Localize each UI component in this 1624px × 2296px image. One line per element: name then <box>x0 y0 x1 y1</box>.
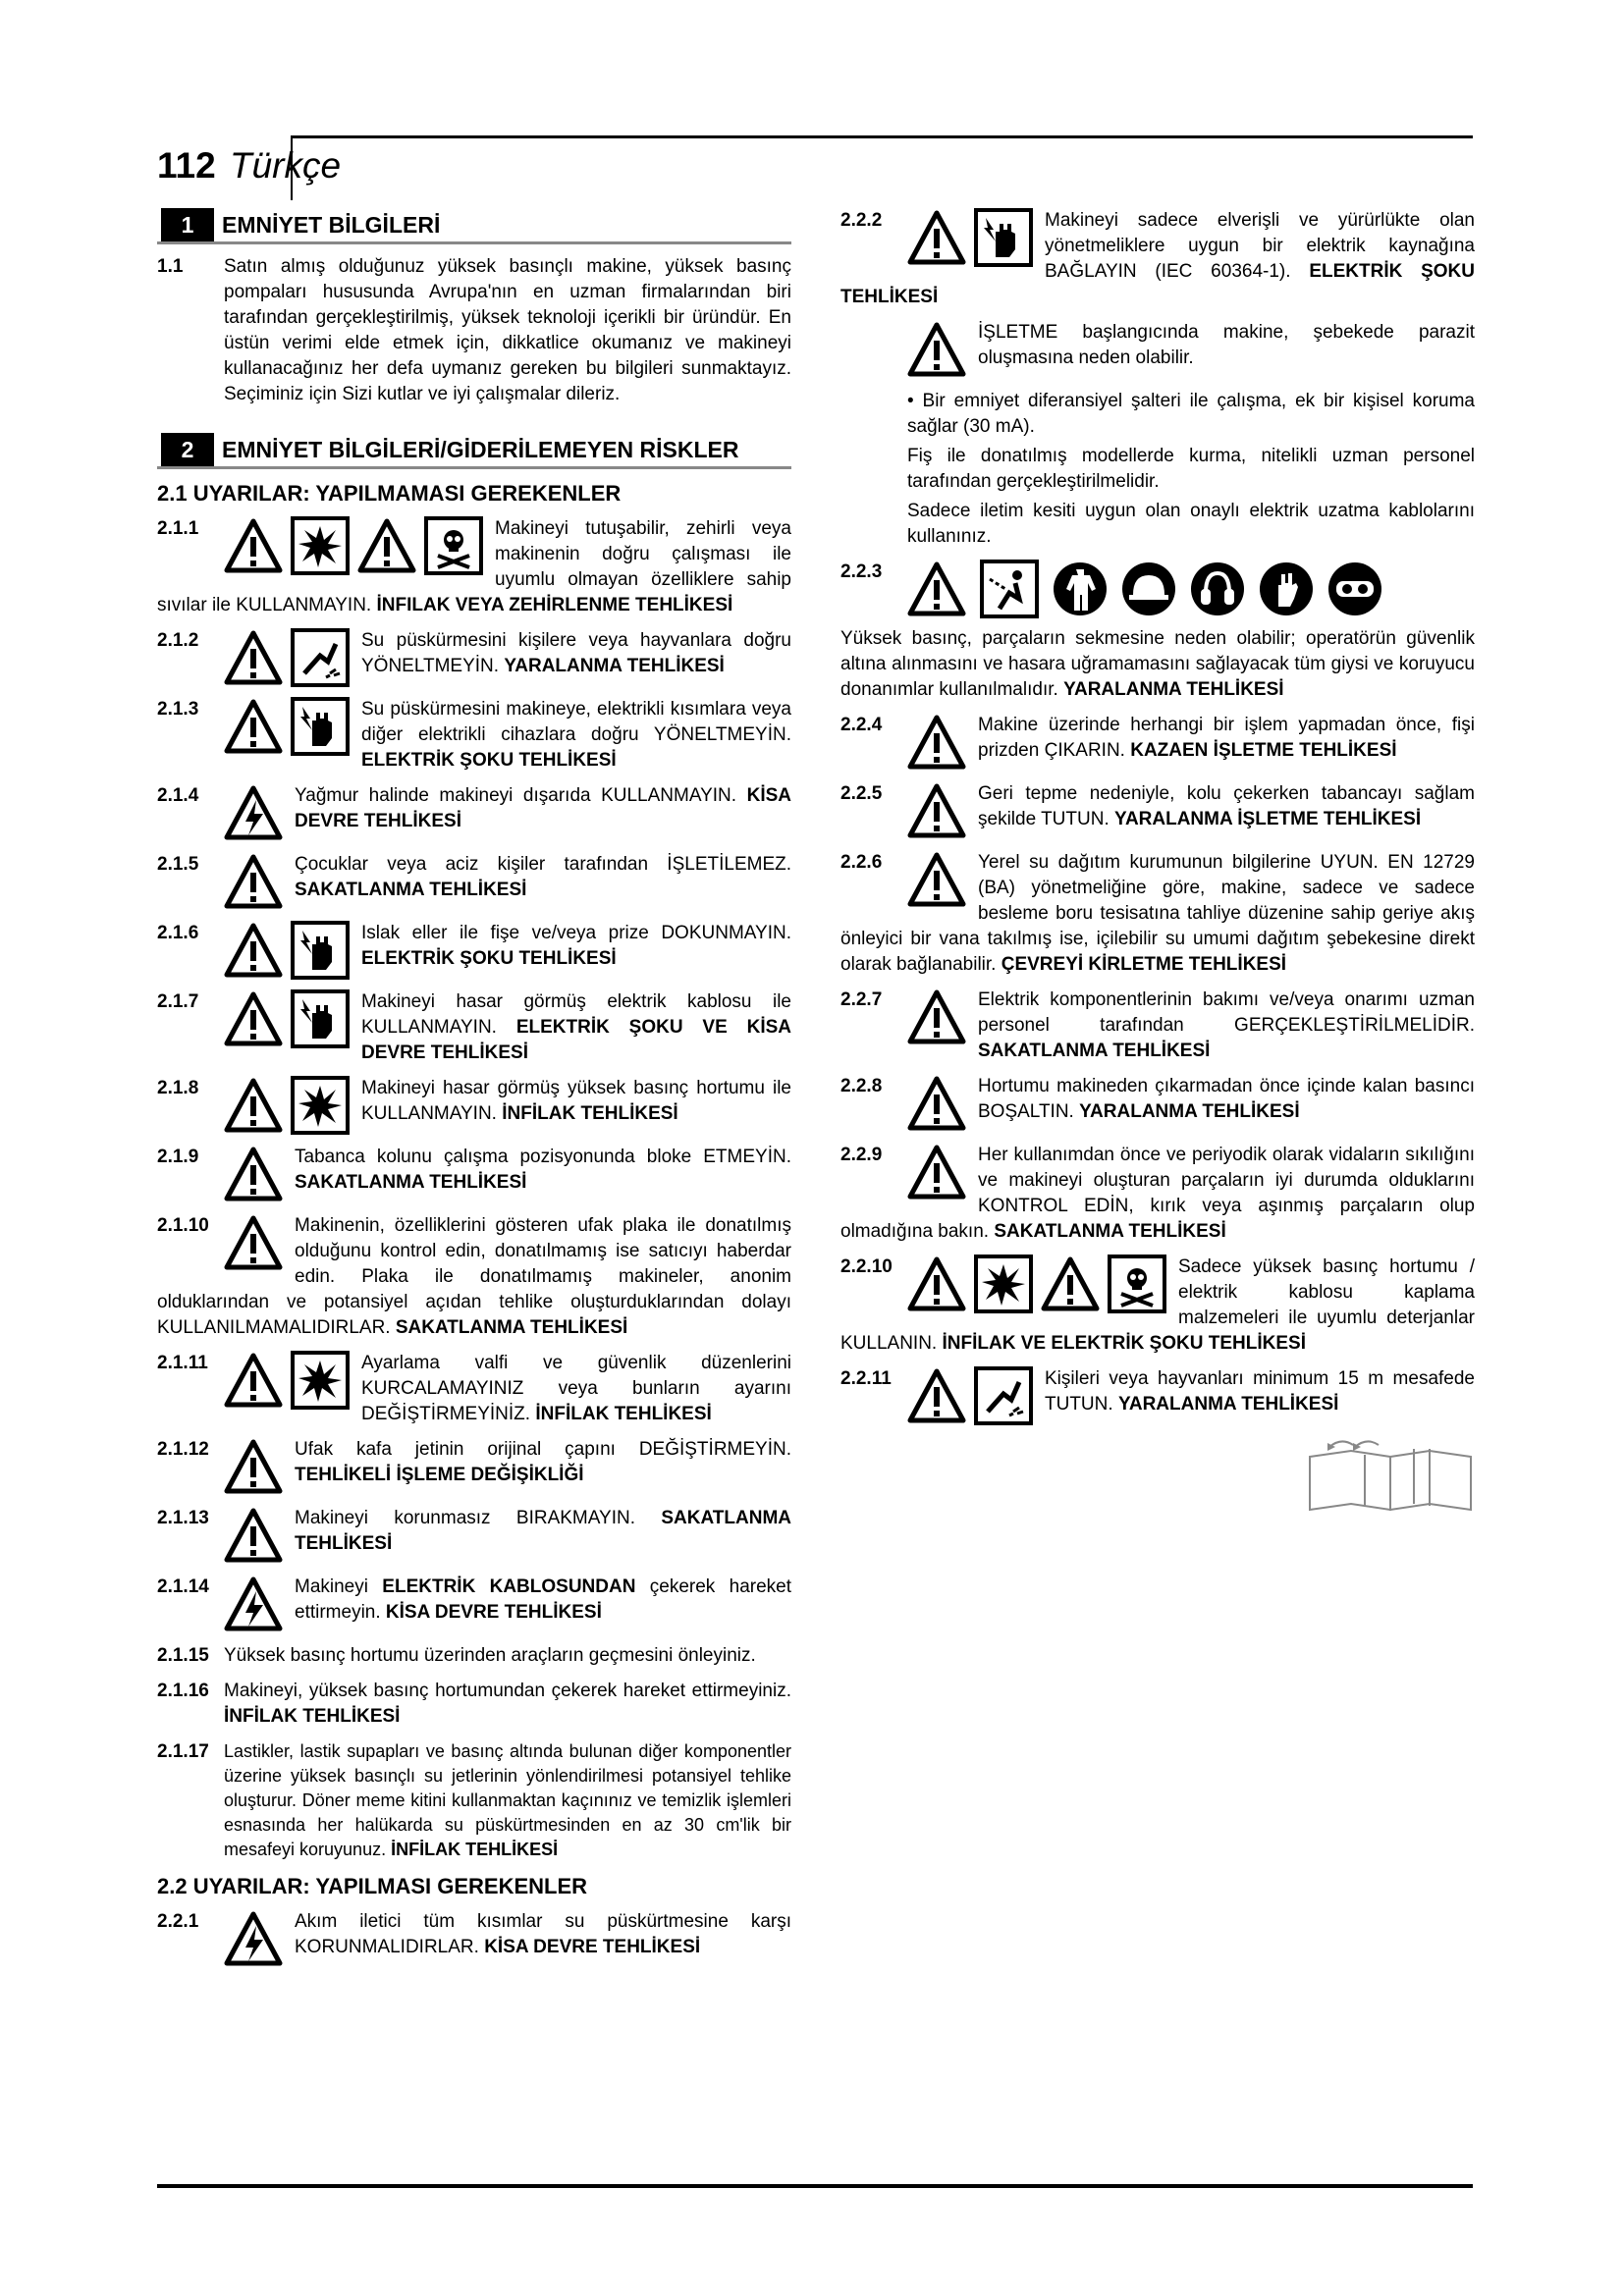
item-number: 2.2.10 <box>840 1256 893 1277</box>
icon-group <box>224 1575 283 1633</box>
note-extension <box>840 499 1475 550</box>
item-number: 2.1.11 <box>157 1353 208 1373</box>
item-text: Elektrik komponentlerinin bakımı ve/veya onarımı uzman personel tarafından GERÇEKLEŞTİRİLMELİDİR. <box>978 989 1475 1036</box>
page-number: 112 <box>157 145 216 186</box>
electric-hand-icon <box>291 989 350 1048</box>
item-number: 2.1.5 <box>157 854 199 875</box>
item-2-1-12 <box>157 1437 791 1496</box>
section-1-number: 1 <box>161 208 214 241</box>
hazard-label: SAKATLANMA TEHLİKESİ <box>295 1172 527 1193</box>
hazard-label: SAKATLANMA TEHLİKESİ <box>295 880 527 900</box>
item-text: Sadece yüksek basınç hortumu / elektrik kablosu kaplama malzemeleri ile uyumlu deterjanlar KULLANIN. <box>840 1256 1475 1354</box>
left-column <box>157 208 791 1978</box>
goggles-icon <box>1327 561 1382 616</box>
spray-person-icon <box>974 1366 1033 1425</box>
item-text: Her kullanımdan önce ve periyodik olarak vidaların sıkılığını ve makineyi oluşturan parçaların iyi durumda olduklarını KONTROL EDİN, kırık veya aşınmış parçaların olup olmadığına bakın. <box>840 1145 1475 1242</box>
note-differential <box>840 389 1475 440</box>
subheading-2-2: 2.2 UYARILAR: YAPILMASI GEREKENLER <box>157 1874 588 1898</box>
warning-triangle-icon <box>907 1144 966 1201</box>
item-text: Tabanca kolunu çalışma pozisyonunda bloke ETMEYİN. <box>295 1147 791 1167</box>
warning-triangle-icon <box>907 1255 966 1312</box>
footer-rule <box>157 2184 1473 2188</box>
header-rule <box>291 135 1473 138</box>
icon-group <box>907 850 966 909</box>
item-2-1-8 <box>157 1076 791 1135</box>
item-number: 2.1.9 <box>157 1147 199 1167</box>
hazard-label: YARALANMA TEHLİKESİ <box>1063 679 1284 700</box>
icon-group <box>907 1143 966 1201</box>
warning-triangle-icon <box>224 1146 283 1202</box>
ear-protection-icon <box>1190 561 1245 616</box>
item-text: Lastikler, lastik supapları ve basınç altında bulunan diğer komponentler üzerine yüksek basınçlı su jetlerinin yönlendirilmesi potansiyel tehlike oluşturur. Döner meme kitini kullanmaktan kaçınınız ve temizlik işlemleri esnasında her halükarda su püskürtmesinden en az 30 cm'lik bir mesafeyi koruyunuz. <box>224 1741 791 1859</box>
open-book-icon <box>1306 1435 1475 1514</box>
item-2-2-8 <box>840 1074 1475 1133</box>
warning-triangle-icon <box>907 561 966 617</box>
item-number: 2.1.4 <box>157 785 199 806</box>
item-number: 2.1.17 <box>157 1741 209 1762</box>
icon-group <box>224 516 483 575</box>
section-2-title <box>157 433 791 469</box>
icon-group <box>224 1351 350 1410</box>
item-2-1-3 <box>157 697 791 774</box>
warning-triangle-icon <box>907 714 966 771</box>
item-text: Ufak kafa jetinin orijinal çapını DEĞİŞTİRMEYİN. <box>295 1439 791 1460</box>
item-number: 1.1 <box>157 256 184 277</box>
electric-warning-icon <box>224 784 283 841</box>
hazard-label: İNFİLAK VE ELEKTRİK ŞOKU TEHLİKESİ <box>942 1333 1307 1354</box>
item-text: Su püskürmesini kişilere veya hayvanlara doğru YÖNELTMEYİN. <box>361 630 791 676</box>
hazard-label: ELEKTRİK ŞOKU TEHLİKESİ <box>361 948 617 969</box>
warning-triangle-icon <box>907 988 966 1045</box>
electric-warning-icon <box>224 1910 283 1967</box>
item-text: Ayarlama valfi ve güvenlik düzenlerini KURCALAMAYINIZ veya bunların ayarını DEĞİŞTİRMEYİNİZ. <box>361 1353 791 1424</box>
item-2-1-4 <box>157 783 791 842</box>
icon-group <box>224 1506 283 1565</box>
electric-hand-icon <box>291 697 350 756</box>
icon-group <box>224 697 350 756</box>
item-2-1-10 <box>157 1213 791 1341</box>
warning-triangle-icon <box>224 698 283 755</box>
hazard-label: SAKATLANMA TEHLİKESİ <box>978 1041 1211 1061</box>
icon-group <box>907 713 966 772</box>
item-number: 2.1.12 <box>157 1439 209 1460</box>
subheading-2-1: 2.1 UYARILAR: YAPILMAMASI GEREKENLER <box>157 481 622 506</box>
hazard-label: ELEKTRİK ŞOKU TEHLİKESİ <box>840 261 1475 307</box>
icon-group <box>907 988 966 1046</box>
item-2-1-1 <box>157 516 791 618</box>
item-1-1 <box>157 254 791 407</box>
icon-group <box>907 208 1033 267</box>
warning-triangle-icon <box>907 1367 966 1424</box>
item-text: Makineyi hasar görmüş elektrik kablosu ile KULLANMAYIN. <box>361 991 791 1038</box>
item-2-1-14 <box>157 1575 791 1633</box>
page-language: Türkçe <box>230 145 342 186</box>
item-number: 2.2.5 <box>840 783 883 804</box>
hazard-label: SAKATLANMA TEHLİKESİ <box>994 1221 1226 1242</box>
item-text: çekerek hareket ettirmeyin. <box>295 1576 791 1623</box>
item-number: 2.2.11 <box>840 1368 892 1389</box>
item-text: Makineyi sadece elverişli ve yürürlükte olan yönetmeliklere uygun bir elektrik kaynağına BAĞLAYIN (IEC 60364-1). <box>1045 210 1475 282</box>
item-2-2-6 <box>840 850 1475 978</box>
section-2-number: 2 <box>161 433 214 466</box>
icon-group <box>907 1074 966 1133</box>
item-text: Su püskürmesini makineye, elektrikli kısımlara veya diğer elektrikli cihazlara doğru YÖNELTMEYİN. <box>361 699 791 745</box>
warning-triangle-icon <box>224 517 283 574</box>
spray-person-icon <box>291 628 350 687</box>
item-number: 2.2.9 <box>840 1145 883 1165</box>
item-2-2-9 <box>840 1143 1475 1245</box>
item-2-2-2 <box>840 208 1475 310</box>
warning-triangle-icon <box>907 782 966 839</box>
hazard-label: YARALANMA İŞLETME TEHLİKESİ <box>1114 809 1422 829</box>
item-number: 2.1.6 <box>157 923 199 943</box>
icon-group <box>224 921 350 980</box>
item-text: Makineyi, yüksek basınç hortumundan çekerek hareket ettirmeyiniz. <box>224 1681 791 1701</box>
icon-group <box>224 1909 283 1968</box>
item-number: 2.1.10 <box>157 1215 209 1236</box>
item-2-2-4 <box>840 713 1475 772</box>
item-2-1-13 <box>157 1506 791 1565</box>
warning-triangle-icon <box>224 1077 283 1134</box>
item-number: 2.1.2 <box>157 630 199 651</box>
icon-group <box>907 781 966 840</box>
item-text: Yüksek basınç, parçaların sekmesine neden olabilir; operatörün güvenlik altına alınmasını ve hasara uğramamasını sağlayacak tüm giysi ve koruyucu donanımlar kullanılmalıdır. <box>840 628 1475 700</box>
item-2-2-11 <box>840 1366 1475 1425</box>
icon-group <box>907 1255 1166 1313</box>
item-number: 2.2.2 <box>840 210 883 231</box>
hazard-label: İNFİLAK TEHLİKESİ <box>535 1404 712 1424</box>
item-2-1-2 <box>157 628 791 687</box>
item-text: Yüksek basınç hortumu üzerinden araçların geçmesini önleyiniz. <box>224 1645 756 1666</box>
icon-group <box>224 852 283 911</box>
hazard-label: TEHLİKELİ İŞLEME DEĞİŞİKLİĞİ <box>295 1465 584 1485</box>
warning-triangle-icon <box>224 1438 283 1495</box>
item-number: 2.1.1 <box>157 518 199 539</box>
item-text: Fiş ile donatılmış modellerde kurma, nitelikli uzman personel tarafından gerçekleştirilmelidir. <box>907 446 1475 492</box>
item-number: 2.2.8 <box>840 1076 883 1096</box>
hazard-label: YARALANMA TEHLİKESİ <box>504 656 725 676</box>
note-plug-install <box>840 444 1475 495</box>
warning-triangle-icon <box>907 321 966 378</box>
warning-triangle-icon <box>224 1214 283 1271</box>
warning-triangle-icon <box>224 990 283 1047</box>
ricochet-icon <box>980 560 1039 618</box>
icon-group <box>224 628 350 687</box>
icon-group <box>907 1366 1033 1425</box>
item-text: Sadece iletim kesiti uygun olan onaylı elektrik uzatma kablolarını kullanınız. <box>907 501 1475 547</box>
item-number: 2.2.6 <box>840 852 883 873</box>
item-2-1-6 <box>157 921 791 980</box>
item-text: Geri tepme nedeniyle, kolu çekerken tabancayı sağlam şekilde TUTUN. <box>978 783 1475 829</box>
item-number: 2.2.1 <box>157 1911 199 1932</box>
item-number: 2.1.8 <box>157 1078 199 1098</box>
hazard-label: İNFİLAK TEHLİKESİ <box>502 1103 678 1124</box>
icon-group <box>224 1213 283 1272</box>
warning-triangle-icon <box>224 922 283 979</box>
item-2-2-7 <box>840 988 1475 1064</box>
warning-triangle-icon <box>907 851 966 908</box>
item-number: 2.1.7 <box>157 991 199 1012</box>
item-text: • Bir emniyet diferansiyel şalteri ile çalışma, ek bir kişisel koruma sağlar (30 mA). <box>907 391 1475 437</box>
warning-triangle-icon <box>224 629 283 686</box>
item-text: Makineyi <box>295 1576 383 1597</box>
hazard-label: KAZAEN İŞLETME TEHLİKESİ <box>1130 740 1397 761</box>
item-2-1-15 <box>157 1643 791 1669</box>
hazard-label: İNFILAK VEYA ZEHİRLENME TEHLİKESİ <box>376 595 733 615</box>
item-2-2-3 <box>840 560 1475 703</box>
icon-group <box>224 783 283 842</box>
hazard-label: ELEKTRİK ŞOKU VE KİSA DEVRE TEHLİKESİ <box>361 1017 791 1063</box>
item-2-1-17 <box>157 1739 791 1862</box>
warning-triangle-icon <box>1041 1255 1100 1312</box>
warning-triangle-icon <box>907 1075 966 1132</box>
item-text: Makineyi tutuşabilir, zehirli veya makinenin doğru çalışması ile uyumlu olmayan özelliklere sahip sıvılar ile KULLANMAYIN. <box>157 518 791 615</box>
item-2-2-10 <box>840 1255 1475 1357</box>
poison-skull-icon <box>424 516 483 575</box>
item-2-1-16 <box>157 1679 791 1730</box>
item-number: 2.1.3 <box>157 699 199 720</box>
item-number: 2.1.16 <box>157 1681 209 1701</box>
hazard-label: YARALANMA TEHLİKESİ <box>1117 1394 1339 1415</box>
item-number: 2.1.14 <box>157 1576 209 1597</box>
item-text: Makineyi hasar görmüş yüksek basınç hortumu ile KULLANMAYIN. <box>361 1078 791 1124</box>
item-text: Satın almış olduğunuz yüksek basınçlı makine, yüksek basınç pompaları hususunda Avrupa'nın en uzman firmalarından biri tarafından gerçekleştirilmiş, yüksek teknoloji içerikli bir üründür. En üstün verimi elde etmek için, dikkatlice okumanız ve makineyi kullanacağınız her defa uymanız gereken bu bilgileri sunmaktayız. Seçiminiz için Sizi kutlar ve iyi çalışmalar dileriz. <box>224 256 791 404</box>
item-number: 2.1.15 <box>157 1645 209 1666</box>
electric-hand-icon <box>974 208 1033 267</box>
hazard-label: ÇEVREYİ KİRLETME TEHLİKESİ <box>1001 954 1287 975</box>
icon-group <box>224 989 350 1048</box>
hazard-label: YARALANMA TEHLİKESİ <box>1079 1101 1300 1122</box>
item-2-1-9 <box>157 1145 791 1203</box>
item-2-1-11 <box>157 1351 791 1427</box>
item-2-2-1 <box>157 1909 791 1968</box>
item-text: Makine üzerinde herhangi bir işlem yapmadan önce, fişi prizden ÇIKARIN. <box>978 715 1475 761</box>
warning-triangle-icon <box>907 209 966 266</box>
item-text: Makineyi korunmasız BIRAKMAYIN. <box>295 1508 635 1528</box>
electric-warning-icon <box>224 1575 283 1632</box>
item-2-1-7 <box>157 989 791 1066</box>
item-text: Yağmur halinde makineyi dışarıda KULLANMAYIN. <box>295 785 737 806</box>
explosion-icon <box>974 1255 1033 1313</box>
section-1-heading: EMNİYET BİLGİLERİ <box>222 212 441 238</box>
protective-suit-icon <box>1053 561 1108 616</box>
item-number: 2.2.4 <box>840 715 883 735</box>
section-2-heading: EMNİYET BİLGİLERİ/GİDERİLEMEYEN RİSKLER <box>222 437 739 462</box>
icon-group <box>907 560 1542 618</box>
hazard-label: İNFİLAK TEHLİKESİ <box>391 1840 559 1859</box>
item-text: Kişileri veya hayvanları minimum 15 m mesafede TUTUN. <box>1045 1368 1475 1415</box>
explosion-icon <box>291 516 350 575</box>
item-text: Yerel su dağıtım kurumunun bilgilerine UYUN. EN 12729 (BA) yönetmeliğine göre, makine, sadece ve sadece besleme boru tesisatına tahliye düzenine sahip geriye akış önleyici bir vana takılmış ise, içilebilir su umumi dağıtım şebekesine direkt olarak bağlanabilir. <box>840 852 1475 975</box>
hazard-label: SAKATLANMA TEHLİKESİ <box>295 1508 791 1554</box>
hazard-label: KİSA DEVRE TEHLİKESİ <box>385 1602 602 1623</box>
item-number: 2.1.13 <box>157 1508 209 1528</box>
helmet-icon <box>1121 561 1176 616</box>
poison-skull-icon <box>1108 1255 1166 1313</box>
item-text-emphasis: ELEKTRİK KABLOSUNDAN <box>382 1576 636 1597</box>
item-text: Makinenin, özelliklerini gösteren ufak plaka ile donatılmış olduğunu kontrol edin, donatılmamış ise satıcıyı haberdar edin. Plaka ile donatılmamış makineler, anonim olduklarından ve potansiyel açıdan tehlike oluşturduklarından dolayı KULLANILMAMALIDIRLAR. <box>157 1215 791 1338</box>
warning-triangle-icon <box>224 1507 283 1564</box>
explosion-icon <box>291 1351 350 1410</box>
item-text: Çocuklar veya aciz kişiler tarafından İŞLETİLEMEZ. <box>295 854 791 875</box>
icon-group <box>224 1145 283 1203</box>
item-text: Islak eller ile fişe ve/veya prize DOKUNMAYIN. <box>361 923 791 943</box>
warning-triangle-icon <box>224 1352 283 1409</box>
item-2-2-2-note <box>840 320 1475 379</box>
warning-triangle-icon <box>357 517 416 574</box>
electric-hand-icon <box>291 921 350 980</box>
icon-group <box>907 320 966 379</box>
item-text: Hortumu makineden çıkarmadan önce içinde kalan basıncı BOŞALTIN. <box>978 1076 1475 1122</box>
explosion-icon <box>291 1076 350 1135</box>
section-1-title <box>157 208 791 244</box>
right-column <box>840 208 1475 1514</box>
item-text: İŞLETME başlangıcında makine, şebekede parazit oluşmasına neden olabilir. <box>978 322 1475 368</box>
gloves-icon <box>1259 561 1314 616</box>
warning-triangle-icon <box>224 853 283 910</box>
item-number: 2.2.7 <box>840 989 883 1010</box>
hazard-label: SAKATLANMA TEHLİKESİ <box>395 1317 628 1338</box>
item-text: Akım iletici tüm kısımlar su püskürtmesine karşı KORUNMALIDIRLAR. <box>295 1911 791 1957</box>
hazard-label: İNFİLAK TEHLİKESİ <box>224 1706 401 1727</box>
item-2-2-5 <box>840 781 1475 840</box>
item-number: 2.2.3 <box>840 561 883 582</box>
hazard-label: ELEKTRİK ŞOKU TEHLİKESİ <box>361 750 617 771</box>
hazard-label: KİSA DEVRE TEHLİKESİ <box>484 1937 701 1957</box>
icon-group <box>224 1076 350 1135</box>
item-2-1-5 <box>157 852 791 911</box>
hazard-label: KİSA DEVRE TEHLİKESİ <box>295 785 791 831</box>
icon-group <box>224 1437 283 1496</box>
